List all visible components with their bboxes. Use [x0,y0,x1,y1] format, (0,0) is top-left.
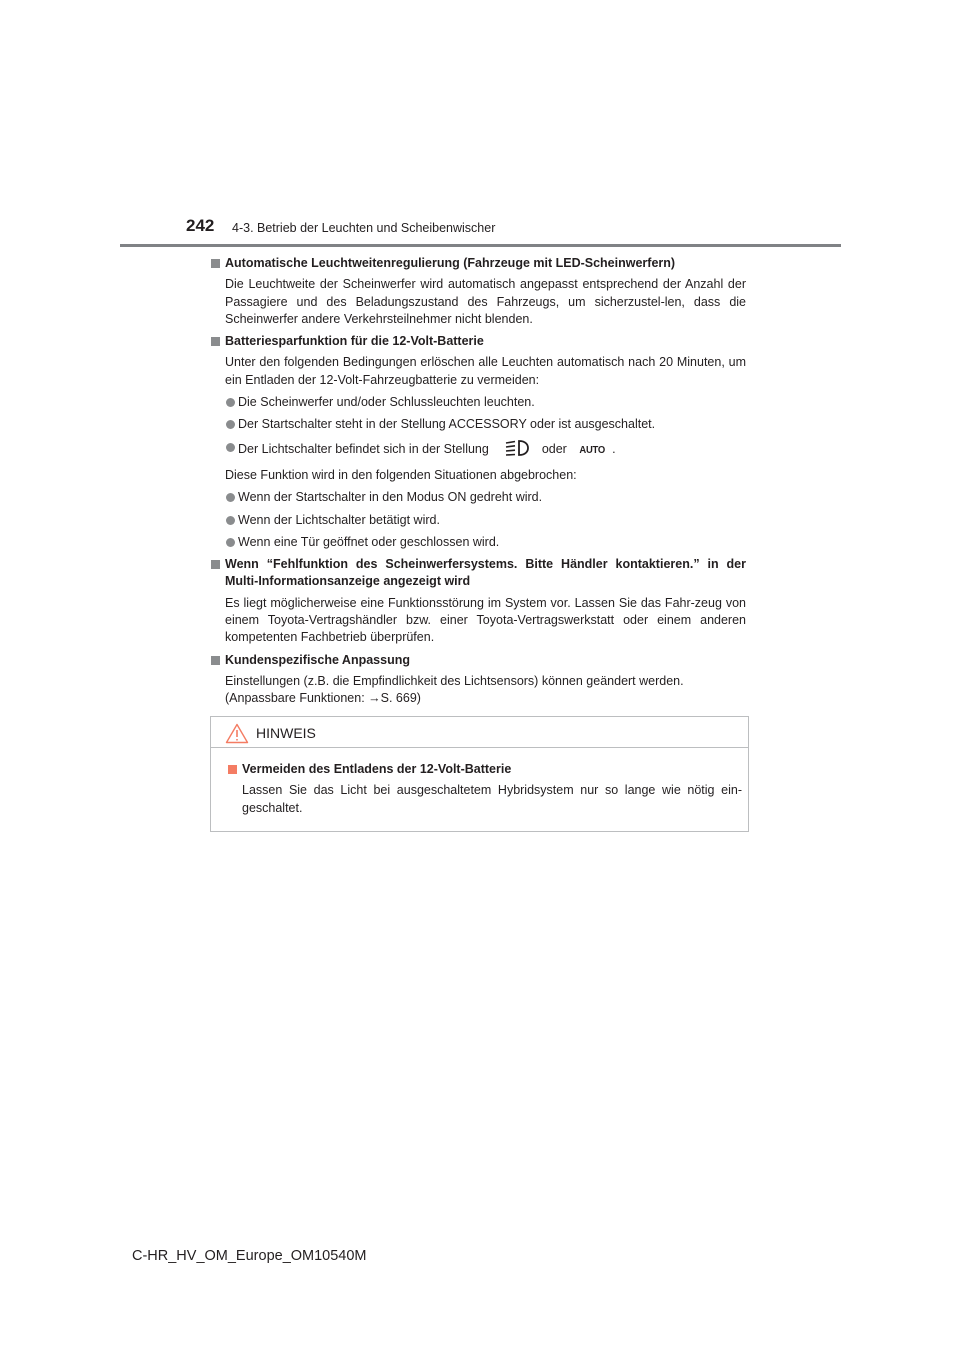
list-item: Wenn eine Tür geöffnet oder geschlossen wird. [210,534,746,551]
round-bullet-icon [226,516,235,525]
list-item: Der Startschalter steht in der Stellung ACCESSORY oder ist ausgeschaltet. [210,416,746,433]
paragraph: Einstellungen (z.B. die Empfindlichkeit des Lichtsensors) können geändert werden. (Anpassbare Funktionen: →S. 669) [225,673,684,706]
page-number: 242 [186,216,215,235]
round-bullet-icon [226,420,235,429]
main-content [210,255,746,708]
square-bullet-icon [211,337,220,346]
section-leveling [210,255,746,328]
headlight-icon [504,439,530,462]
round-bullet-icon [226,398,235,407]
notice-paragraph: Lassen Sie das Licht bei ausgeschaltetem Hybridsystem nur so lange wie nötig ein-geschaltet. [242,783,742,815]
paragraph: Die Leuchtweite der Scheinwerfer wird automatisch angepasst entsprechend der Anzahl der Passagiere und des Beladungszustand des Fahrzeugs, um sicherzustel-len, dass die Scheinwerfer andere Verkehrsteilnehmer nicht blenden. [225,277,746,326]
notice-title: HINWEIS [256,725,316,741]
document-id: C-HR_HV_OM_Europe_OM10540M [132,1248,367,1264]
paragraph: Diese Funktion wird in den folgenden Situationen abgebrochen: [225,467,577,482]
list-item: Wenn der Lichtschalter betätigt wird. [210,512,746,529]
section-heading: Kundenspezifische Anpassung [210,652,746,669]
square-bullet-icon [211,259,220,268]
section-heading: Automatische Leuchtweitenregulierung (Fahrzeuge mit LED-Scheinwerfern) [210,255,746,272]
list-item: Wenn der Startschalter in den Modus ON gedreht wird. [210,489,746,506]
paragraph: Es liegt möglicherweise eine Funktionsstörung im System vor. Lassen Sie das Fahr-zeug von einem Toyota-Vertragshändler bzw. einer Toyota-Vertragswerkstatt oder einem anderen kompetenten Fachbetrieb überprüfen. [225,595,746,645]
notice-heading: Vermeiden des Entladens der 12-Volt-Batterie [227,761,742,778]
section-battery-saver [210,333,746,551]
square-bullet-icon [211,560,220,569]
list-item: Der Lichtschalter befindet sich in der Stellung oder AUTO . [210,439,746,462]
notice-body [227,761,742,822]
paragraph: Unter den folgenden Bedingungen erlöschen alle Leuchten automatisch nach 20 Minuten, um ein Entladen der 12-Volt-Fahrzeugbatterie zu vermeiden: [225,355,746,387]
section-malfunction-message [210,556,746,646]
auto-switch-label: AUTO [579,443,606,456]
section-title: 4-3. Betrieb der Leuchten und Scheibenwischer [232,221,496,235]
list-item: Die Scheinwerfer und/oder Schlussleuchten leuchten. [210,394,746,411]
notice-header [211,717,748,748]
square-bullet-icon [228,765,237,774]
section-customization [210,652,746,708]
section-heading: Batteriesparfunktion für die 12-Volt-Batterie [210,333,746,350]
round-bullet-icon [226,538,235,547]
square-bullet-icon [211,656,220,665]
round-bullet-icon [226,493,235,502]
section-heading: Wenn “Fehlfunktion des Scheinwerfersystems. Bitte Händler kontaktieren.” in der Multi-Informationsanzeige angezeigt wird [210,556,746,591]
page-reference-link[interactable]: (Anpassbare Funktionen: →S. 669) [225,691,421,706]
round-bullet-icon [226,443,235,452]
header-rule [120,244,841,247]
warning-triangle-icon [225,723,249,749]
notice-box [210,716,749,832]
